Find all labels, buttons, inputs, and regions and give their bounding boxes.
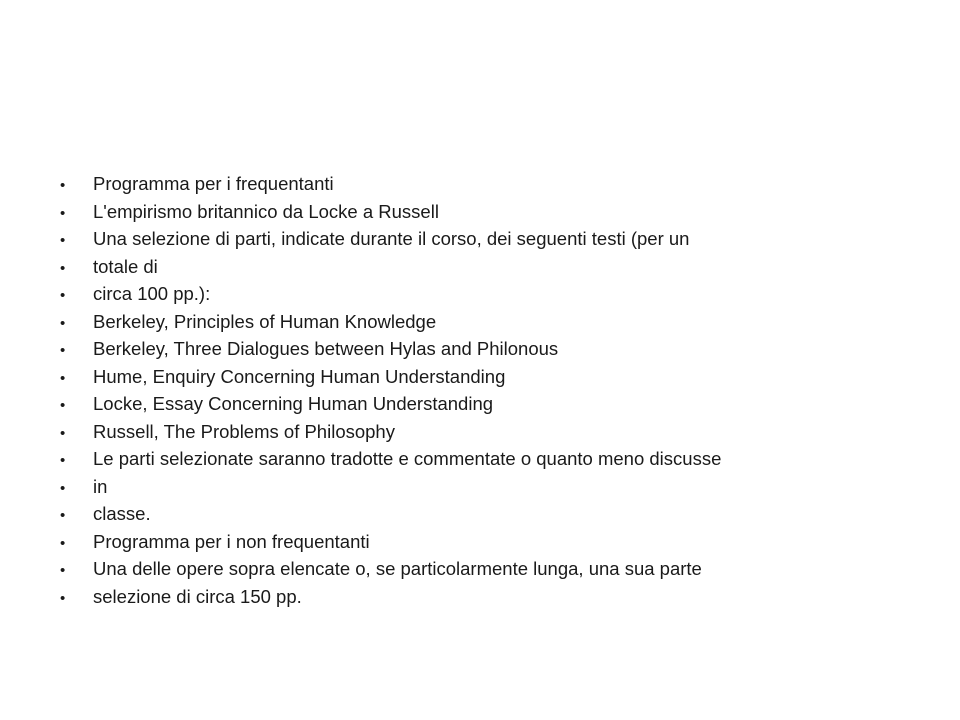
list-item-text: Locke, Essay Concerning Human Understanding — [93, 393, 494, 414]
bullet-icon: • — [60, 259, 66, 277]
bullet-icon: • — [60, 562, 66, 579]
list-item-text: Programma per i non frequentanti — [93, 530, 370, 552]
list-item-text: Programma per i frequentanti — [93, 173, 334, 194]
list-item-text: Hume, Enquiry Concerning Human Understanding — [93, 365, 506, 387]
bullet-icon: • — [60, 589, 66, 607]
list-item-text: selezione di circa 150 pp. — [93, 585, 302, 607]
list-item-text: Le parti selezionate saranno tradotte e commentate o quanto meno discusse — [93, 448, 722, 469]
list-item — [60, 170, 930, 198]
bullet-icon: • — [60, 342, 66, 359]
bullet-icon: • — [60, 177, 66, 194]
list-item-text: Una delle opere sopra elencate o, se particolarmente lunga, una sua parte — [93, 558, 702, 579]
list-item-text: L'empirismo britannico da Locke a Russell — [93, 200, 439, 222]
list-item-text: Una selezione di parti, indicate durante il corso, dei seguenti testi (per un — [93, 228, 690, 249]
list-item-text: circa 100 pp.): — [93, 283, 211, 304]
list-item — [60, 473, 930, 501]
list-item-text: in — [93, 475, 108, 497]
bullet-icon: • — [60, 314, 66, 332]
list-item — [60, 418, 930, 446]
bullet-icon: • — [60, 452, 66, 469]
list-item — [60, 335, 930, 363]
bullet-icon: • — [60, 204, 66, 222]
list-item — [60, 500, 930, 528]
bullet-icon: • — [60, 534, 66, 552]
list-item-text: Berkeley, Three Dialogues between Hylas and Philonous — [93, 338, 559, 359]
list-item-text: classe. — [93, 503, 151, 524]
list-item — [60, 583, 930, 611]
bullet-icon: • — [60, 232, 66, 249]
list-item-text: totale di — [93, 255, 158, 277]
list-item — [60, 280, 930, 308]
list-item — [60, 390, 930, 418]
list-item — [60, 528, 930, 556]
list-item — [60, 198, 930, 226]
bullet-icon: • — [60, 369, 66, 387]
list-item-text: Russell, The Problems of Philosophy — [93, 420, 395, 442]
bullet-icon: • — [60, 479, 66, 497]
bullet-icon: • — [60, 424, 66, 442]
list-item — [60, 445, 930, 473]
list-item — [60, 555, 930, 583]
list-item-text: Berkeley, Principles of Human Knowledge — [93, 310, 437, 332]
list-item — [60, 308, 930, 336]
bullet-icon: • — [60, 507, 66, 524]
list-item — [60, 363, 930, 391]
list-item — [60, 253, 930, 281]
bullet-icon: • — [60, 397, 66, 414]
bullet-icon: • — [60, 287, 66, 304]
bullet-list — [60, 170, 930, 610]
list-item — [60, 225, 930, 253]
